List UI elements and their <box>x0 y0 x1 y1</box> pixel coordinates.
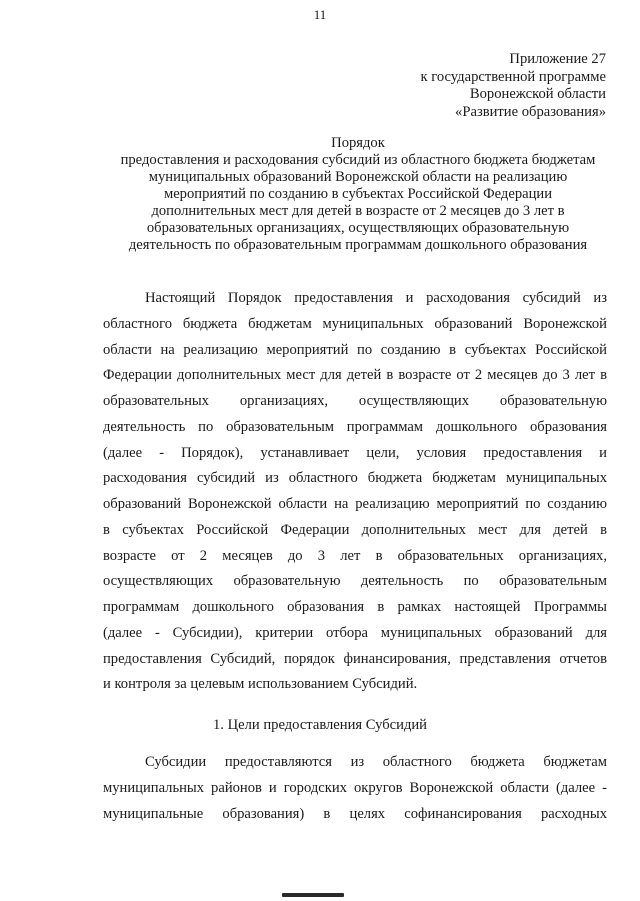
appendix-line: «Развитие образования» <box>455 103 606 120</box>
section-heading: 1. Цели предоставления Субсидий <box>212 717 427 733</box>
text-line: областного бюджета бюджетам муниципальных образований Воронежской <box>103 315 607 332</box>
text-line: Федерации дополнительных мест для детей в возрасте от 2 месяцев до 3 лет в <box>103 367 607 384</box>
title-line: предоставления и расходования субсидий из областного бюджета бюджетам <box>120 152 596 168</box>
text-line: образовательных организациях, осуществляющих образовательную <box>103 393 607 409</box>
text-line: предоставления Субсидий, порядок финансирования, представления отчетов <box>103 650 607 667</box>
title-line: мероприятий по созданию в субъектах Российской Федерации <box>163 186 553 202</box>
text-line: (далее - Порядок), устанавливает цели, условия предоставления и <box>103 444 607 461</box>
text-line: в субъектах Российской Федерации дополнительных мест для детей в <box>103 521 607 538</box>
page-number: 11 <box>313 7 327 22</box>
text-line: области на реализацию мероприятий по созданию в субъектах Российской <box>103 341 607 358</box>
text-line: (далее - Субсидии), критерии отбора муниципальных образований для <box>103 624 607 641</box>
text-line: расходования субсидий из областного бюджета бюджетам муниципальных <box>103 470 607 487</box>
text-line: Настоящий Порядок предоставления и расходования субсидий из <box>145 290 607 306</box>
title-line: образовательных организациях, осуществляющих образовательную <box>146 220 570 236</box>
document-title <box>60 135 640 254</box>
text-line: деятельность по образовательным программам дошкольного образования <box>103 418 607 435</box>
appendix-header <box>420 51 606 121</box>
appendix-line: Приложение 27 <box>509 51 606 67</box>
text-line: муниципальных районов и городских округов Воронежской области (далее - <box>103 779 607 796</box>
title-line: деятельность по образовательным программам дошкольного образования <box>128 237 588 253</box>
text-line: образований Воронежской области на реализацию мероприятий по созданию <box>103 496 607 512</box>
scan-artifact-rule <box>282 893 344 897</box>
title-line: дополнительных мест для детей в возрасте от 2 месяцев до 3 лет в <box>151 203 565 219</box>
text-line: Субсидии предоставляются из областного бюджета бюджетам <box>145 754 607 770</box>
text-line: осуществляющих образовательную деятельность по образовательным <box>103 573 607 590</box>
appendix-line: Воронежской области <box>469 86 606 102</box>
text-line: и контроля за целевым использованием Субсидий. <box>103 676 418 693</box>
title-line: муниципальных образований Воронежской области на реализацию <box>148 169 568 185</box>
title-heading: Порядок <box>331 135 385 151</box>
text-line: программам дошкольного образования в рамках настоящей Программы <box>103 599 607 615</box>
text-line: возрасте от 2 месяцев до 3 лет в образовательных организациях, <box>103 547 607 564</box>
paragraph-intro <box>103 286 607 698</box>
paragraph-goals <box>103 750 607 827</box>
text-line: муниципальные образования) в целях софинансирования расходных <box>103 805 607 822</box>
appendix-line: к государственной программе <box>420 68 606 85</box>
